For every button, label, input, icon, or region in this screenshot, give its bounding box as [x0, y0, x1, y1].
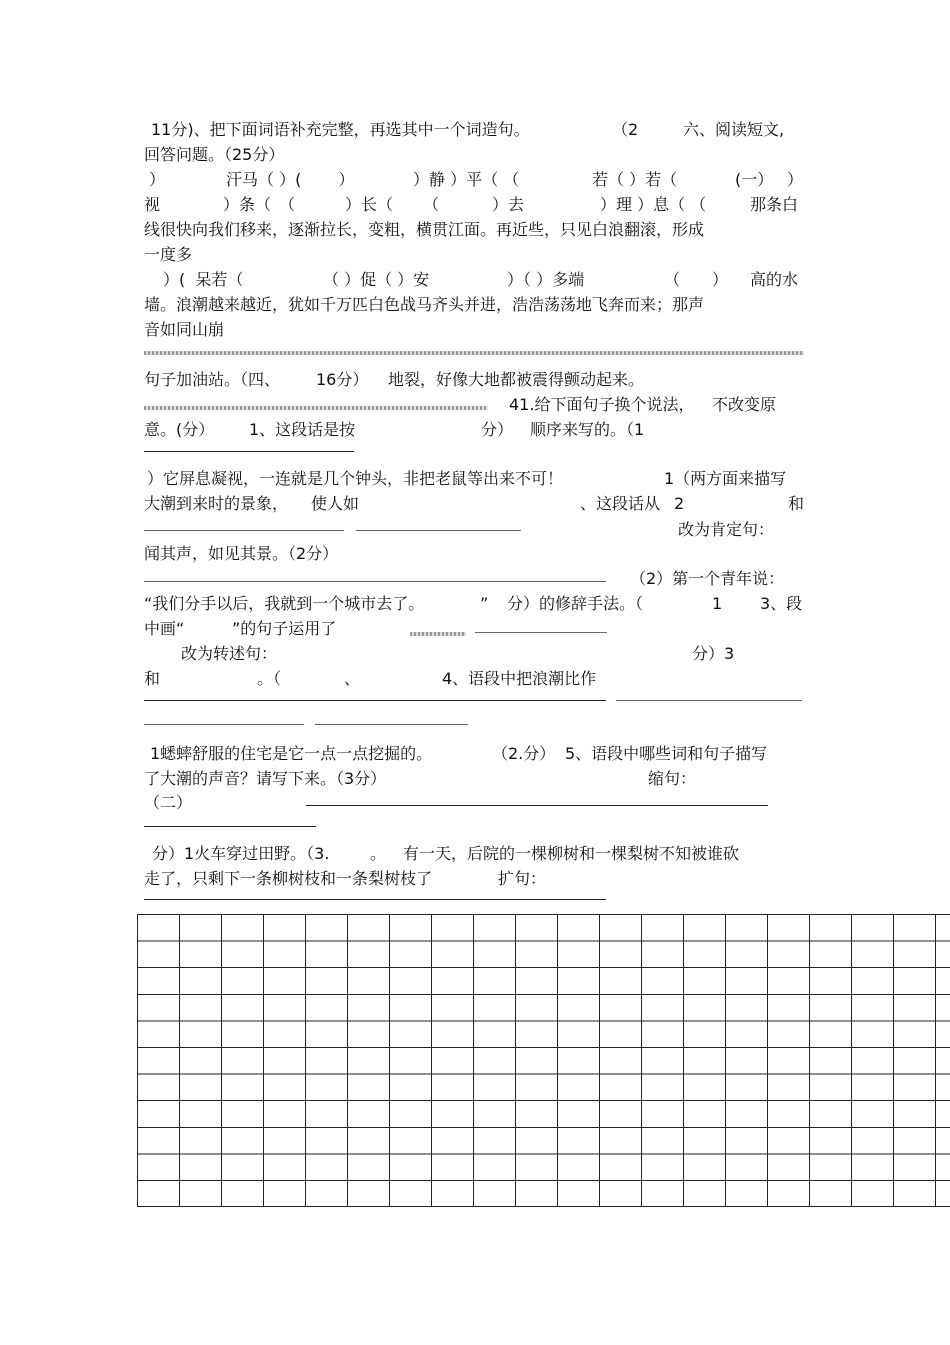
- text-fragment-l26: 音如同山崩: [144, 320, 225, 339]
- text-fragment-l24: 高的水: [750, 270, 799, 289]
- text-fragment-l07: ）静 ）平（ （: [413, 170, 520, 189]
- text-fragment-l05: ）: [149, 170, 166, 189]
- writing-grid: [137, 914, 950, 1207]
- text-fragment-l41: 2: [674, 494, 685, 513]
- text-fragment-l68: 走了，只剩下一条柳树枝和一条梨树枝了: [144, 869, 433, 888]
- text-fragment-l65: 分）1火车穿过田野。（3.: [152, 844, 330, 863]
- wavy-answer-line: [144, 406, 488, 410]
- text-fragment-l14: （: [423, 195, 440, 214]
- text-fragment-l51: 中画“: [144, 619, 185, 638]
- text-fragment-l69: 扩句：: [498, 869, 547, 888]
- text-fragment-l31: 不改变原: [712, 395, 777, 414]
- text-fragment-l57: 、: [344, 669, 361, 688]
- text-fragment-l08: 若（ ）若（: [592, 170, 678, 189]
- text-fragment-l15: ）去: [492, 195, 525, 214]
- text-fragment-l56: 。（: [257, 669, 282, 688]
- text-fragment-l39: 使人如: [311, 494, 360, 513]
- text-fragment-l28: 16分）: [316, 370, 369, 389]
- text-fragment-l50: 3、段: [760, 594, 803, 613]
- text-fragment-l29: 地裂，好像大地都被震得颤动起来。: [388, 370, 645, 389]
- text-fragment-l27: 句子加油站。（四、: [144, 370, 281, 389]
- text-fragment-l21: （ ）促（ ）安: [323, 270, 430, 289]
- text-fragment-l49: 1: [712, 594, 723, 613]
- text-fragment-l44: 闻其声，如见其景。（2分）: [144, 544, 339, 563]
- answer-line: [144, 899, 606, 900]
- text-fragment-l53: 改为转述句：: [181, 644, 278, 663]
- text-fragment-l06: 汗马（ ）( ）: [226, 170, 355, 189]
- text-fragment-l62: 了大潮的声音？请写下来。（3分）: [144, 769, 387, 788]
- text-fragment-l35: 顺序来写的。（1: [530, 420, 645, 439]
- text-fragment-l33: 1、这段话是按: [249, 420, 356, 439]
- text-fragment-l40: 、这段话从: [580, 494, 661, 513]
- wavy-separator: [144, 351, 804, 355]
- text-fragment-l18: 线很快向我们移来，逐渐拉长，变粗，横贯江面。再近些，只见白浪翻滚，形成: [144, 220, 705, 239]
- text-fragment-l10: ）: [787, 170, 804, 189]
- answer-line: [144, 826, 316, 827]
- text-fragment-l47: ”: [480, 594, 489, 613]
- text-fragment-l59: 1蟋蟀舒服的住宅是它一点一点挖掘的。: [150, 744, 433, 763]
- text-fragment-l32: 意。(分）: [144, 420, 215, 439]
- text-fragment-l01: 11分)、把下面词语补充完整，再选其中一个词造句。: [151, 120, 530, 139]
- text-fragment-l61: 5、语段中哪些词和句子描写: [565, 744, 768, 763]
- answer-line: [315, 724, 468, 725]
- text-fragment-l02: （2: [612, 120, 639, 139]
- text-fragment-l45: （2）第一个青年说：: [630, 569, 785, 588]
- text-fragment-l25: 墙。浪潮越来越近，犹如千万匹白色战马齐头并进，浩浩荡荡地飞奔而来；那声: [144, 295, 705, 314]
- answer-line: [475, 632, 607, 633]
- text-fragment-l64: （二）: [144, 793, 193, 812]
- wavy-answer-line: [410, 632, 466, 636]
- text-fragment-l11: 视: [144, 195, 161, 214]
- text-fragment-l48: 分）的修辞手法。（: [507, 594, 644, 613]
- text-fragment-l58: 4、语段中把浪潮比作: [442, 669, 597, 688]
- answer-line: [306, 805, 768, 806]
- text-fragment-l37: 1（两方面来描写: [664, 469, 787, 488]
- text-fragment-l12: ）条（ （: [223, 195, 296, 214]
- text-fragment-l03: 六、阅读短文,: [683, 120, 785, 139]
- answer-line: [144, 451, 354, 452]
- answer-line: [144, 581, 606, 582]
- text-fragment-l52: ”的句子运用了: [232, 619, 337, 638]
- answer-line: [616, 700, 802, 701]
- text-fragment-l54: 分）3: [692, 644, 735, 663]
- text-fragment-l04: 回答问题。（25分）: [144, 145, 285, 164]
- answer-line: [144, 530, 344, 531]
- text-fragment-l17: 那条白: [750, 195, 799, 214]
- answer-line: [144, 724, 304, 725]
- text-fragment-l19: 一度多: [144, 245, 193, 264]
- answer-line: [356, 530, 521, 531]
- text-fragment-l34: 分）: [481, 420, 514, 439]
- text-fragment-l43: 改为肯定句：: [678, 520, 775, 539]
- text-fragment-l22: ）（ ）多端: [507, 270, 585, 289]
- text-fragment-l46: “我们分手以后，我就到一个城市去了。: [144, 594, 425, 613]
- text-fragment-l16: ）理 ）息（ （: [600, 195, 707, 214]
- text-fragment-l13: ）长（: [345, 195, 394, 214]
- text-fragment-l30: 41.给下面句子换个说法，: [509, 395, 695, 414]
- text-fragment-l63: 缩句：: [648, 769, 697, 788]
- text-fragment-l60: （2.分）: [492, 744, 556, 763]
- answer-line: [144, 700, 606, 701]
- text-fragment-l55: 和: [144, 669, 161, 688]
- text-fragment-l38: 大潮到来时的景象，: [144, 494, 289, 513]
- text-fragment-l09: (一）: [735, 170, 774, 189]
- text-fragment-l66: 。: [370, 844, 387, 863]
- text-fragment-l42: 和: [788, 494, 805, 513]
- text-fragment-l67: 有一天，后院的一棵柳树和一棵梨树不知被谁砍: [403, 844, 740, 863]
- text-fragment-l23: （ ）: [664, 270, 729, 289]
- text-fragment-l20: ）( 呆若（: [163, 270, 244, 289]
- text-fragment-l36: ）它屏息凝视，一连就是几个钟头，非把老鼠等出来不可！: [147, 469, 564, 488]
